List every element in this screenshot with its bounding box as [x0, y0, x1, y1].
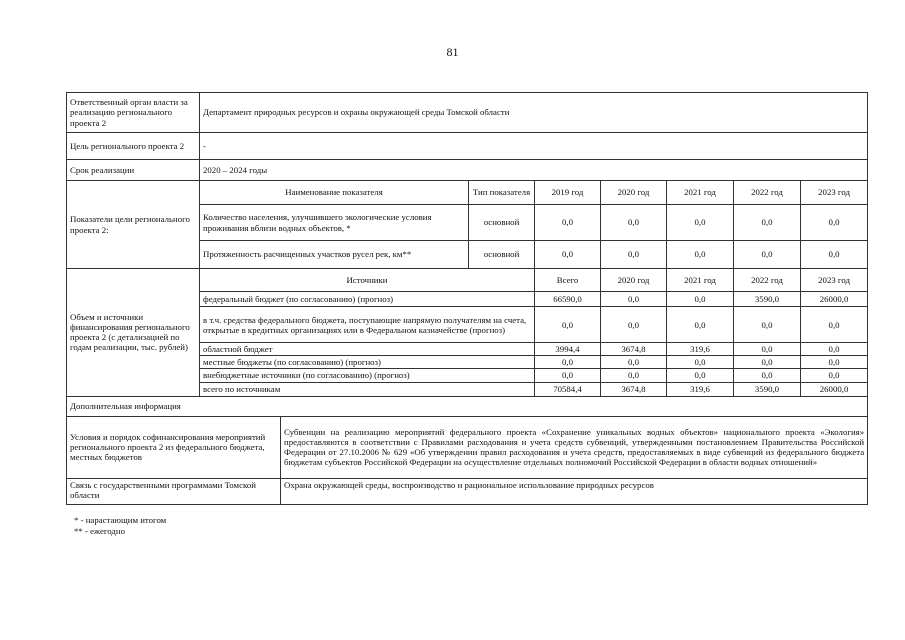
year-header-2022: 2022 год — [734, 269, 801, 292]
funding-value: 0,0 — [667, 307, 734, 343]
funding-value: 319,6 — [667, 382, 734, 396]
state-programs-label: Связь с государственными программами Томской области — [67, 478, 281, 504]
footnote-annual: ** - ежегодно — [74, 526, 126, 537]
funding-value: 0,0 — [801, 343, 868, 356]
goal-row — [67, 133, 868, 160]
funding-value: 3590,0 — [734, 382, 801, 396]
funding-value: 0,0 — [667, 369, 734, 382]
funding-value: 0,0 — [734, 369, 801, 382]
indicator-name: Протяженность расчищенных участков русел рек, км** — [200, 241, 469, 269]
indicator-value: 0,0 — [667, 241, 734, 269]
funding-value: 0,0 — [801, 307, 868, 343]
goal-value: - — [200, 133, 868, 160]
funding-value: 26000,0 — [801, 382, 868, 396]
year-header-2020: 2020 год — [601, 269, 667, 292]
responsible-row — [67, 93, 868, 133]
indicator-type: основной — [469, 241, 535, 269]
funding-value: 0,0 — [801, 369, 868, 382]
year-header-2020: 2020 год — [601, 181, 667, 205]
funding-source: областной бюджет — [200, 343, 535, 356]
page-number: 81 — [446, 45, 459, 59]
period-row — [67, 160, 868, 181]
responsible-value: Департамент природных ресурсов и охраны окружающей среды Томской области — [200, 93, 868, 133]
state-programs-value: Охрана окружающей среды, воспроизводство и рациональное использование природных ресурсов — [281, 478, 868, 504]
year-header-2022: 2022 год — [734, 181, 801, 205]
indicator-value: 0,0 — [535, 241, 601, 269]
funding-value: 0,0 — [535, 369, 601, 382]
funding-value: 66590,0 — [535, 292, 601, 307]
conditions-row — [67, 416, 868, 478]
period-value: 2020 – 2024 годы — [200, 160, 868, 181]
conditions-label: Условия и порядок софинансирования мероприятий регионального проекта 2 из федерального бюджета, местных бюджетов — [67, 416, 281, 478]
additional-info-heading: Дополнительная информация — [67, 396, 868, 416]
funding-value: 0,0 — [601, 292, 667, 307]
funding-source: в т.ч. средства федерального бюджета, поступающие напрямую получателям на счета, открытые в кредитных организациях или в Федеральном казначействе (прогноз) — [200, 307, 535, 343]
indicators-label: Показатели цели регионального проекта 2: — [67, 181, 200, 269]
period-label: Срок реализации — [67, 160, 200, 181]
funding-source: внебюджетные источники (по согласованию) (прогноз) — [200, 369, 535, 382]
goal-label: Цель регионального проекта 2 — [67, 133, 200, 160]
additional-info-row — [67, 396, 868, 416]
funding-source: местные бюджеты (по согласованию) (прогноз) — [200, 356, 535, 369]
footnote-cumulative: * - нарастающим итогом — [74, 515, 167, 525]
funding-label: Объем и источники финансирования регионального проекта 2 (с детализацией по годам реализации, тыс. рублей) — [67, 269, 200, 397]
year-header-2023: 2023 год — [801, 181, 868, 205]
funding-value: 0,0 — [801, 356, 868, 369]
funding-value: 3674,8 — [601, 382, 667, 396]
funding-source: федеральный бюджет (по согласованию) (прогноз) — [200, 292, 535, 307]
indicator-type-header: Тип показателя — [469, 181, 535, 205]
funding-value: 0,0 — [734, 356, 801, 369]
year-header-2021: 2021 год — [667, 269, 734, 292]
funding-value: 0,0 — [667, 356, 734, 369]
funding-value: 319,6 — [667, 343, 734, 356]
footnotes — [74, 515, 166, 538]
funding-value: 3590,0 — [734, 292, 801, 307]
indicator-value: 0,0 — [601, 205, 667, 241]
funding-value: 0,0 — [601, 369, 667, 382]
sources-header: Источники — [200, 269, 535, 292]
indicator-value: 0,0 — [801, 241, 868, 269]
indicator-value: 0,0 — [734, 205, 801, 241]
responsible-label: Ответственный орган власти за реализацию регионального проекта 2 — [67, 93, 200, 133]
year-header-2019: 2019 год — [535, 181, 601, 205]
funding-value: 3994,4 — [535, 343, 601, 356]
indicator-name: Количество населения, улучшившего экологические условия проживания вблизи водных объектов, * — [200, 205, 469, 241]
year-header-2023: 2023 год — [801, 269, 868, 292]
funding-value: 0,0 — [734, 307, 801, 343]
funding-source: всего по источникам — [200, 382, 535, 396]
funding-value: 0,0 — [535, 356, 601, 369]
funding-value: 70584,4 — [535, 382, 601, 396]
total-header: Всего — [535, 269, 601, 292]
funding-value: 0,0 — [535, 307, 601, 343]
funding-header-row — [67, 269, 868, 292]
funding-value: 0,0 — [601, 307, 667, 343]
funding-value: 26000,0 — [801, 292, 868, 307]
indicator-value: 0,0 — [801, 205, 868, 241]
indicator-value: 0,0 — [667, 205, 734, 241]
funding-value: 0,0 — [601, 356, 667, 369]
indicator-value: 0,0 — [734, 241, 801, 269]
funding-value: 3674,8 — [601, 343, 667, 356]
funding-value: 0,0 — [667, 292, 734, 307]
funding-value: 0,0 — [734, 343, 801, 356]
indicator-name-header: Наименование показателя — [200, 181, 469, 205]
indicator-value: 0,0 — [601, 241, 667, 269]
indicator-type: основной — [469, 205, 535, 241]
state-programs-row — [67, 478, 868, 504]
year-header-2021: 2021 год — [667, 181, 734, 205]
conditions-value: Субвенции на реализацию мероприятий федерального проекта «Сохранение уникальных водных объектов» национального проекта «Экология» предоставляются в соответствии с Правилами расходования и учета средств субвенций, утвержденными постановлением Правительства Российской Федерации от 27.10.2006 № 629 «Об утверждении правил расходования и учета средств, предоставляемых в виде субвенций из федерального бюджета бюджетам субъектов Российской Федерации на осуществление отдельных полномочий Российской Федерации в области водных отношений» — [281, 416, 868, 478]
indicators-header-row — [67, 181, 868, 205]
indicator-value: 0,0 — [535, 205, 601, 241]
regional-project-passport-table — [66, 92, 868, 505]
